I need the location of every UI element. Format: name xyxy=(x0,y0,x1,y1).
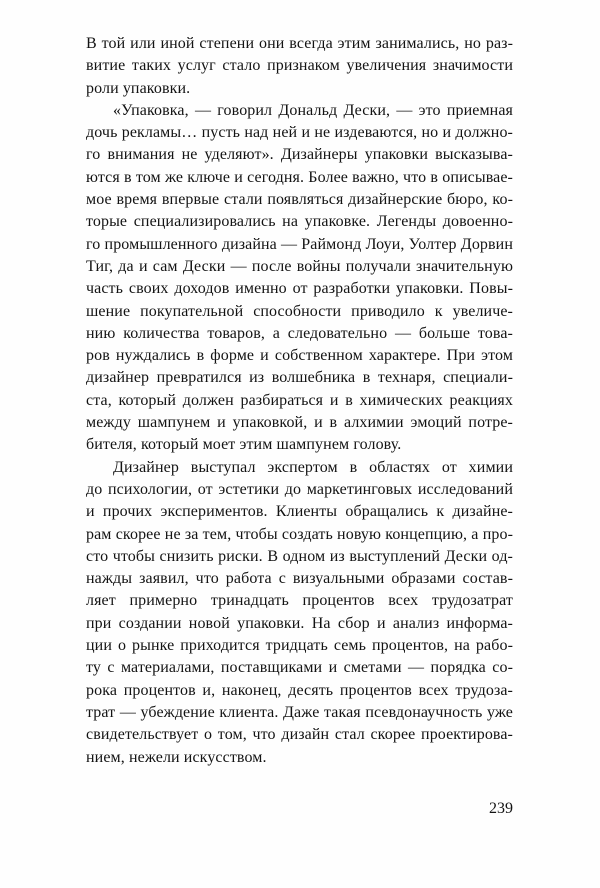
text-line: мое время впервые стали появляться дизайнерские бюро, ко- xyxy=(86,191,513,209)
page-number: 239 xyxy=(489,800,513,817)
text-line: нием, нежели искусством. xyxy=(86,748,267,766)
text-line: ту с материалами, поставщиками и сметами — порядка со- xyxy=(86,659,513,677)
text-line: ров нуждались в форме и собственном характере. При этом xyxy=(86,347,513,365)
text-line: роли упаковки. xyxy=(86,79,191,97)
text-line: В той или иной степени они всегда этим занимались, но раз- xyxy=(86,35,513,52)
text-line: и прочих экспериментов. Клиенты обращались к дизайне- xyxy=(86,503,513,521)
paragraph xyxy=(86,33,513,100)
text-line: рам скорее не за тем, чтобы создать новую концепцию, а про- xyxy=(86,525,513,543)
text-line: рока процентов и, наконец, десять процентов всех трудоза- xyxy=(86,681,513,699)
text-line: ляет примерно тринадцать процентов всех трудозатрат xyxy=(86,592,513,610)
text-line: дизайнер превратился из волшебника в технаря, специали- xyxy=(86,369,513,387)
text-line: свидетельствует о том, что дизайн стал скорее проектирова- xyxy=(86,726,513,744)
paragraph xyxy=(86,100,513,457)
text-line: часть своих доходов именно от разработки упаковки. Повы- xyxy=(86,280,513,298)
paragraph xyxy=(86,457,513,769)
text-line: «Упаковка, — говорил Дональд Дески, — это приемная xyxy=(113,101,513,119)
text-line: между шампунем и упаковкой, и в алхимии эмоций потре- xyxy=(86,414,513,432)
text-line: шение покупательной способности приводило к увеличе- xyxy=(86,302,513,320)
text-line: Тиг, да и сам Дески — после войны получали значительную xyxy=(86,257,513,275)
text-line: бителя, который моет этим шампунем голову. xyxy=(86,436,402,454)
text-line: при создании новой упаковки. На сбор и анализ информа- xyxy=(86,614,513,632)
text-line: ции о рынке приходится тридцать семь процентов, на рабо- xyxy=(86,637,513,655)
text-line: нию количества товаров, а следовательно — больше това- xyxy=(86,324,513,342)
body-text xyxy=(86,33,513,769)
text-line: трат — убеждение клиента. Даже такая псевдонаучность уже xyxy=(86,703,513,721)
text-line: витие таких услуг стало признаком увеличения значимости xyxy=(86,57,513,75)
text-line: нажды заявил, что работа с визуальными образами состав- xyxy=(86,570,513,588)
text-line: го промышленного дизайна — Раймонд Лоуи, Уолтер Дорвин xyxy=(86,235,513,253)
text-line: ются в том же ключе и сегодня. Более важно, что в описывае- xyxy=(86,168,513,186)
text-line: ста, который должен разбираться и в химических реакциях xyxy=(86,391,513,409)
text-line: торые специализировались на упаковке. Легенды довоенно- xyxy=(86,213,513,231)
text-line: го внимания не уделяют». Дизайнеры упаковки высказыва- xyxy=(86,146,513,164)
text-line: до психологии, от эстетики до маркетинговых исследований xyxy=(86,480,513,498)
text-line: сто чтобы снизить риски. В одном из выступлений Дески од- xyxy=(86,547,513,565)
text-line: дочь рекламы… пусть над ней и не издеваются, но и должно- xyxy=(86,124,513,142)
text-line: Дизайнер выступал экспертом в областях от химии xyxy=(113,458,513,476)
